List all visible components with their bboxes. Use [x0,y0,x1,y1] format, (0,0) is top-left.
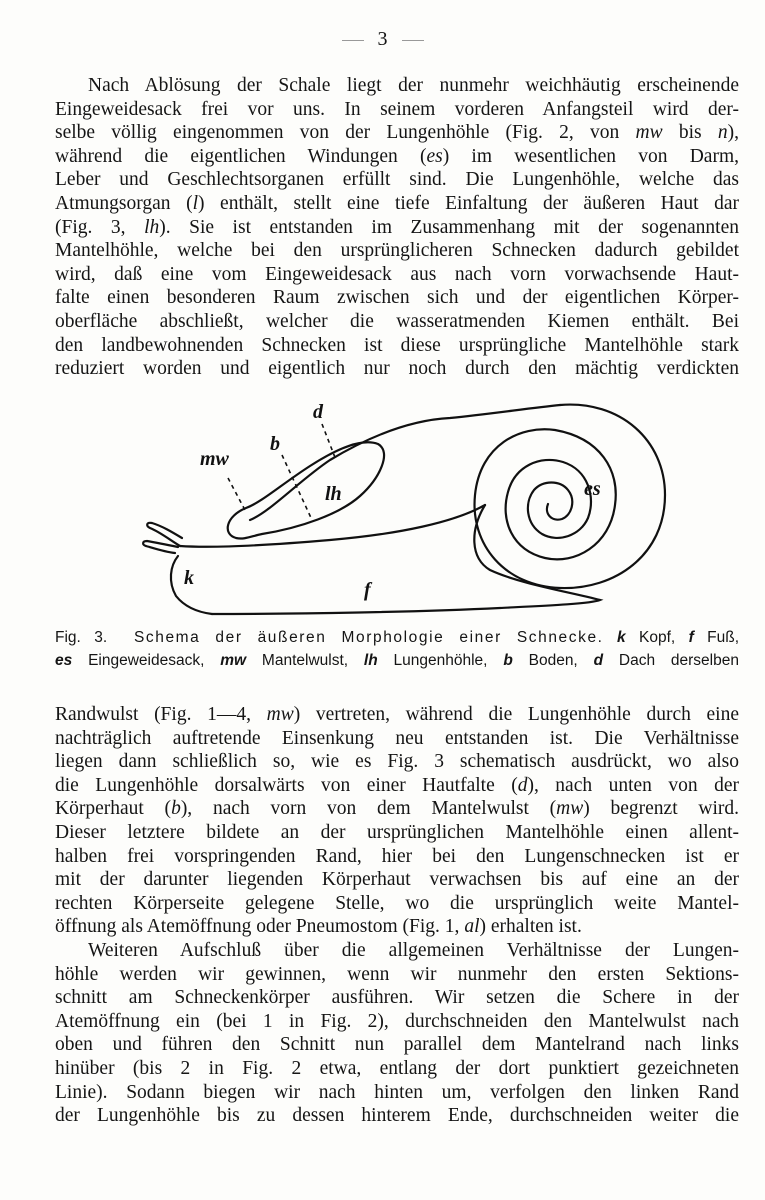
italic-label: d [593,652,604,669]
text-segment: der Lungenhöhle bis zu dessen hinterem Ende, durchschneiden weiter die [55,1105,739,1127]
italic-label: al [464,916,480,938]
text-line [55,845,739,869]
text-segment: Körperhaut ( [55,798,172,820]
body-dorsal-line [180,505,485,547]
text-segment: ) enthält, stellt eine tiefe Einfaltung der äußeren Haut dar [198,192,739,214]
italic-label: es [55,652,73,669]
tentacle-lower [143,541,178,553]
label-lh: lh [325,483,342,505]
text-segment: ) erhalten ist. [479,916,582,938]
text-line [55,750,739,774]
text-segment: ), nach vorn von dem Mantelwulst ( [180,798,557,820]
text-segment: Mantelhöhle, welche bei den ursprünglicheren Schnecken dadurch gebildet [55,240,739,262]
italic-label: mw [266,704,294,725]
text-line [55,868,739,892]
text-segment: Eingeweidesack frei vor uns. In seinem vorderen Anfangsteil wird der- [55,98,739,120]
text-segment: den landbewohnenden Schnecken ist diese ursprüngliche Mantelhöhle stark [55,334,739,356]
text-line [55,1010,739,1034]
text-segment: mit der darunter liegenden Körperhaut verwachsen bis auf eine an der [55,869,739,891]
italic-label: mw [635,122,663,144]
text-segment: bis [662,122,718,144]
shell-spiral [475,405,665,589]
text-line [55,168,739,192]
pointer-mw [228,478,246,512]
text-segment: schnitt am Schneckenkörper ausführen. Wir setzen die Schere in der [55,987,739,1009]
text-segment: Boden, [512,652,594,669]
text-line [55,357,739,381]
text-line [55,1081,739,1105]
text-line [55,939,739,963]
text-segment: die Lungenhöhle dorsalwärts von einer Hautfalte ( [55,774,518,796]
text-segment: hinüber (bis 2 in Fig. 2 etwa, entlang der dort punktiert gezeichneten [55,1057,739,1079]
pointer-b [282,455,312,520]
text-segment: oben und führen den Schnitt nun parallel dem Mantelrand nach links [55,1034,739,1056]
italic-label: b [171,798,181,820]
text-segment: Atemöffnung ein (bei 1 in Fig. 2), durchschneiden den Mantelwulst nach [55,1010,739,1032]
text-segment: Eingeweidesack, [72,652,221,669]
text-line [55,192,739,216]
text-line [55,963,739,987]
text-line [55,1057,739,1081]
italic-label: b [503,652,513,669]
page-number [0,28,765,51]
text-line [55,1033,739,1057]
snail-figure [110,390,670,630]
text-segment: während die eigentlichen Windungen ( [55,145,427,167]
italic-label: d [517,774,528,796]
text-segment: halben frei vorspringenden Rand, hier bei den Lungenschnecken ist er [55,845,739,867]
text-segment: nachträglich auftretende Einsenkung neu entstanden ist. Die Verhältnisse [55,727,739,749]
caption-fig-number: Fig. 3. [55,629,108,646]
text-line [55,774,739,798]
text-segment: ). Sie ist entstanden im Zusammenhang mit der sogenannten [159,216,740,238]
italic-label: l [192,192,199,214]
italic-label: mw [556,798,584,820]
text-line [55,310,739,334]
italic-label: f [688,629,694,646]
text-segment: Lungenhöhle, [377,652,504,669]
text-segment: falte einen besonderen Raum zwischen sich und der eigentlichen Körper- [55,287,739,309]
text-segment: Dach derselben [603,652,739,669]
text-line [55,797,739,821]
caption-line-2 [55,649,739,672]
dash-right [402,40,424,41]
paragraph-bottom [55,703,739,1128]
caption-labels-1 [604,629,739,646]
text-segment: höhle werden wir gewinnen, wenn wir nunmehr den ersten Sektions- [55,963,739,985]
text-segment: ), [727,122,739,144]
paragraph-top [55,74,739,381]
text-segment: Weiteren Aufschluß über die allgemeinen Verhältnisse der Lungen- [88,939,739,961]
text-segment: ) vertreten, während die Lungenhöhle durch eine [293,704,739,725]
text-line [55,263,739,287]
text-segment: rechten Körperseite gelegene Stelle, wo die ursprünglich weite Mantel- [55,892,739,914]
text-segment: selbe völlig eingenommen von der Lungenhöhle (Fig. 2, von [55,122,636,144]
text-segment: (Fig. 3, [55,216,145,238]
mantle-roof [250,405,560,520]
italic-label: n [717,122,728,144]
text-segment: Leber und Geschlechtsorganen erfüllt sind. Die Lungenhöhle, welche das [55,169,739,191]
text-segment: Kopf, [625,629,689,646]
foot-outline [212,505,600,614]
text-line [55,145,739,169]
lung-cavity [228,442,384,538]
text-line [55,986,739,1010]
page-number-text: 3 [377,28,388,50]
text-line [55,821,739,845]
text-segment: Mantelwulst, [246,652,364,669]
dash-left [342,40,364,41]
label-b: b [270,433,280,455]
text-line [55,239,739,263]
label-f: f [364,579,371,601]
text-segment: Fuß, [693,629,739,646]
text-segment: Randwulst (Fig. 1—4, [55,704,267,725]
text-line [55,892,739,916]
text-line [55,334,739,358]
italic-label: es [426,145,443,167]
text-segment: reduziert worden und eigentlich nur noch durch den mächtig verdickten [55,358,739,380]
text-line [55,286,739,310]
text-line [55,915,739,939]
text-segment [604,629,617,646]
text-segment: wird, daß eine vom Eingeweidesack aus nach vorn vorwachsende Haut- [55,263,739,285]
italic-label: mw [220,652,247,669]
text-segment: ) im wesentlichen von Darm, [442,145,739,167]
text-segment: Linie). Sodann biegen wir nach hinten um, verfolgen den linken Rand [55,1081,739,1103]
text-line [55,121,739,145]
caption-line-1 [55,626,739,649]
label-k: k [184,567,194,589]
figure-caption [55,626,739,672]
text-segment: Dieser letztere bildete an der ursprünglichen Mantelhöhle einen allent- [55,821,739,843]
text-line [55,703,739,727]
text-line [55,98,739,122]
text-segment: liegen dann schließlich so, wie es Fig. 3 schematisch ausdrückt, wo also [55,751,739,773]
text-segment: ), nach unten von der [527,774,739,796]
italic-label: lh [363,652,378,669]
text-segment: oberfläche abschließt, welcher die wasseratmenden Kiemen enthält. Bei [55,310,739,332]
text-line [55,74,739,98]
text-segment: Nach Ablösung der Schale liegt der nunmehr weichhäutig erscheinende [88,75,739,96]
label-es: es [584,478,601,500]
caption-title: Schema der äußeren Morphologie einer Schnecke. [133,629,604,646]
text-segment: ) begrenzt wird. [583,798,740,820]
text-line [55,216,739,240]
text-segment: Atmungsorgan ( [55,192,193,214]
label-d: d [313,401,323,423]
text-line [55,727,739,751]
text-segment: öffnung als Atemöffnung oder Pneumostom (Fig. 1, [55,916,465,938]
italic-label: lh [144,216,160,238]
label-mw: mw [200,448,229,470]
italic-label: k [616,629,626,646]
text-line [55,1104,739,1128]
